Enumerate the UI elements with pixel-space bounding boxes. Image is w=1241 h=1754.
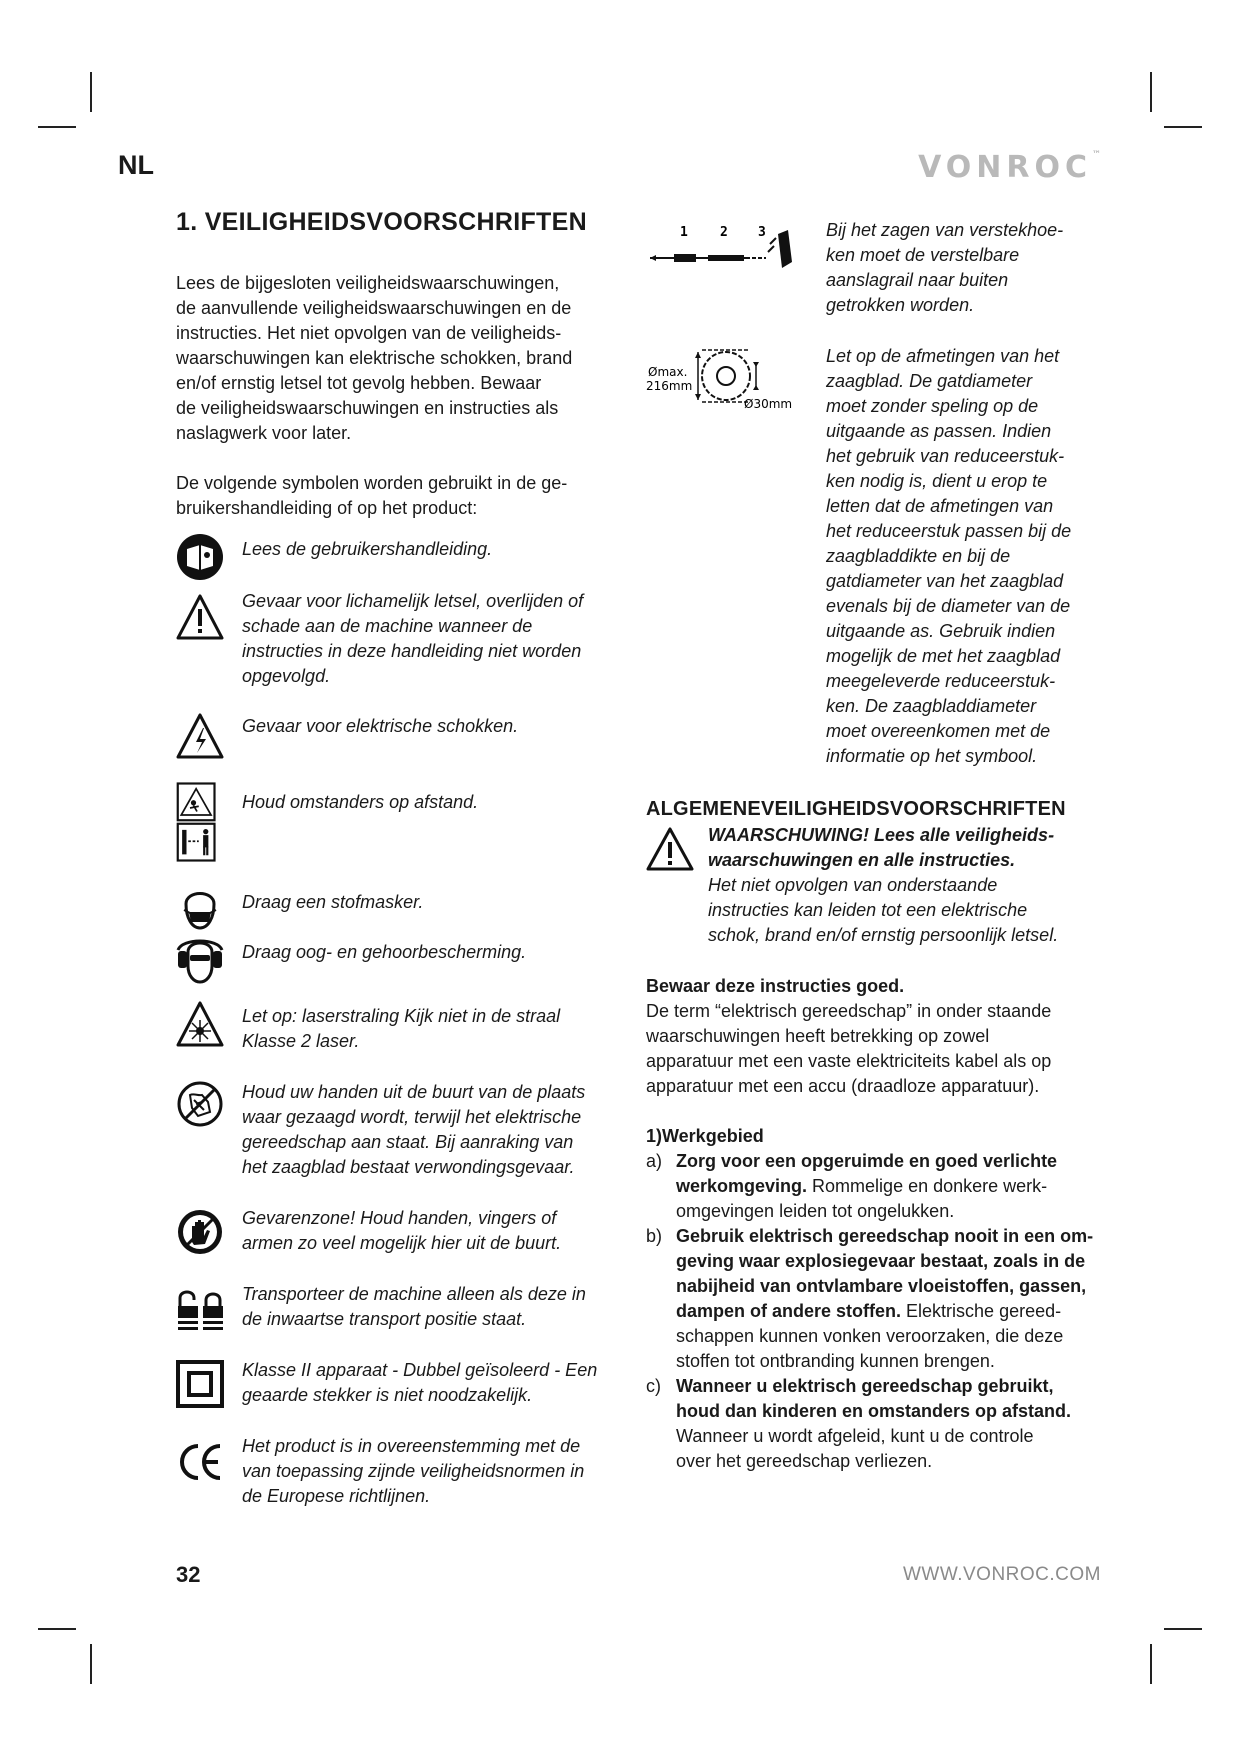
symbol-row: [176, 1358, 646, 1408]
symbol-text: Houd omstanders op afstand.: [242, 792, 479, 812]
class-ii-icon: [176, 1360, 224, 1408]
svg-text:2: 2: [720, 225, 728, 240]
fence-note: Bij het zagen van verstekhoe- ken moet de verstelbare aanslagrail naar buiten getrokken worden.: [826, 220, 1064, 315]
left-column: [176, 208, 626, 521]
crop-mark: [90, 72, 92, 112]
symbol-text: Lees de gebruikershandleiding.: [242, 539, 493, 559]
section-title: 1. VEILIGHEIDSVOORSCHRIFTEN: [176, 208, 587, 236]
crop-mark: [1150, 1644, 1152, 1684]
crop-mark: [38, 126, 76, 128]
symbol-row: [176, 1080, 646, 1180]
symbol-text: Gevaar voor lichamelijk letsel, overlijden of schade aan de machine wanneer de instructies in deze handleiding niet worden opgevolgd.: [242, 591, 584, 686]
symbol-text: Let op: laserstraling Kijk niet in de straal Klasse 2 laser.: [242, 1006, 561, 1051]
general-warning: WAARSCHUWING! Lees alle veiligheids- waarschuwingen en alle instructies. Het niet opvolgen van onderstaande instructies kan leiden tot een elektrische schok, brand en/of ernstig persoonlijk letsel.: [708, 825, 1059, 945]
symbol-row: [176, 890, 646, 940]
symbol-row: [176, 790, 646, 882]
fence-position-diagram: [646, 222, 816, 274]
transport-lock-icon: [176, 1286, 224, 1334]
eye-ear-protection-icon: [176, 936, 224, 984]
warning-triangle-icon: [646, 826, 694, 872]
website-url: WWW.VONROC.COM: [902, 1564, 1101, 1585]
symbol-text: Klasse II apparaat - Dubbel geïsoleerd - Een geaarde stekker is niet noodzakelijk.: [242, 1360, 598, 1405]
electric-shock-icon: [176, 712, 224, 760]
page-number: 32: [176, 1562, 201, 1587]
symbol-text: Transporteer de machine alleen als deze in de inwaartse transport positie staat.: [242, 1284, 586, 1329]
symbol-text: Houd uw handen uit de buurt van de plaats waar gezaagd wordt, terwijl het elektrische gereedschap aan staat. Bij aanraking van het zaagblad bestaat verwondingsgevaar.: [242, 1082, 586, 1177]
manual-icon: [176, 533, 224, 581]
crop-mark: [90, 1644, 92, 1684]
saw-blade-dimensions-diagram: [646, 342, 816, 414]
general-safety-title: ALGEMENEVEILIGHEIDSVOORSCHRIFTEN: [646, 798, 1066, 820]
laser-warning-icon: [176, 1000, 224, 1048]
symbol-text: Draag een stofmasker.: [242, 892, 424, 912]
symbol-text: Draag oog- en gehoorbescherming.: [242, 942, 527, 962]
hazard-zone-hand-icon: [176, 1208, 224, 1256]
symbol-text: Het product is in overeenstemming met de van toepassing zijnde veiligheidsnormen in de Europese richtlijnen.: [242, 1436, 585, 1506]
crop-mark: [38, 1628, 76, 1630]
saw-blade-note: Let op de afmetingen van het zaagblad. De gatdiameter moet zonder speling op de uitgaande as passen. Indien het gebruik van reduceerstuk- ken nodig is, dient u erop te letten dat de afmetingen van het reduceerstuk passen bij de zaagbladdikte en bij de gatdiameter van het zaagblad evenals bij de diameter van de uitgaande as. Gebruik indien mogelijk de met het zaagblad meegeleverde reduceerstuk- ken. De zaagbladdiameter moet overeenkomen met de informatie op het symbool.: [826, 346, 1072, 766]
symbol-row: [176, 1206, 646, 1256]
symbol-text: Gevarenzone! Houd handen, vingers of armen zo veel mogelijk hier uit de buurt.: [242, 1208, 562, 1253]
svg-text:Ømax.: Ømax.: [648, 365, 688, 379]
svg-text:3: 3: [758, 225, 766, 240]
symbol-row: [176, 589, 646, 689]
work-area-title: 1)Werkgebied: [646, 1126, 764, 1146]
warning-triangle-icon: [176, 593, 224, 641]
symbol-row: [176, 714, 646, 764]
brand-logo: VONROC™: [918, 150, 1101, 185]
symbol-row: [176, 1004, 646, 1054]
svg-text:Ø30mm: Ø30mm: [744, 397, 793, 411]
keep-instructions: Bewaar deze instructies goed. De term “elektrisch gereedschap” in onder staande waarschuwingen heeft betrekking op zowel apparatuur met een vaste elektriciteits kabel als op apparatuur met een accu (draadloze apparatuur).: [646, 976, 1052, 1096]
crop-mark: [1164, 1628, 1202, 1630]
intro-paragraph: Lees de bijgesloten veiligheidswaarschuwingen, de aanvullende veiligheidswaarschuwingen en de instructies. Het niet opvolgen van de veiligheids- waarschuwingen kan elektrische schokken, brand en/of ernstig letsel tot gevolg hebben. Bewaar de veiligheidswaarschuwingen en instructies als naslagwerk voor later.: [176, 273, 573, 443]
language-code: NL: [118, 150, 154, 180]
crop-mark: [1164, 126, 1202, 128]
dust-mask-icon: [176, 884, 224, 932]
svg-text:216mm: 216mm: [646, 379, 693, 393]
symbol-row: [176, 1434, 646, 1514]
symbols-intro: De volgende symbolen worden gebruikt in de ge- bruikershandleiding of op het product:: [176, 473, 568, 518]
symbol-row: [176, 940, 646, 990]
crop-mark: [1150, 72, 1152, 112]
symbol-text: Gevaar voor elektrische schokken.: [242, 716, 519, 736]
bystanders-distance-icon: [176, 776, 218, 868]
symbol-row: [176, 537, 646, 587]
svg-text:1: 1: [680, 225, 688, 240]
symbol-row: [176, 1282, 646, 1332]
keep-hands-away-icon: [176, 1080, 224, 1128]
ce-mark-icon: [176, 1438, 224, 1486]
